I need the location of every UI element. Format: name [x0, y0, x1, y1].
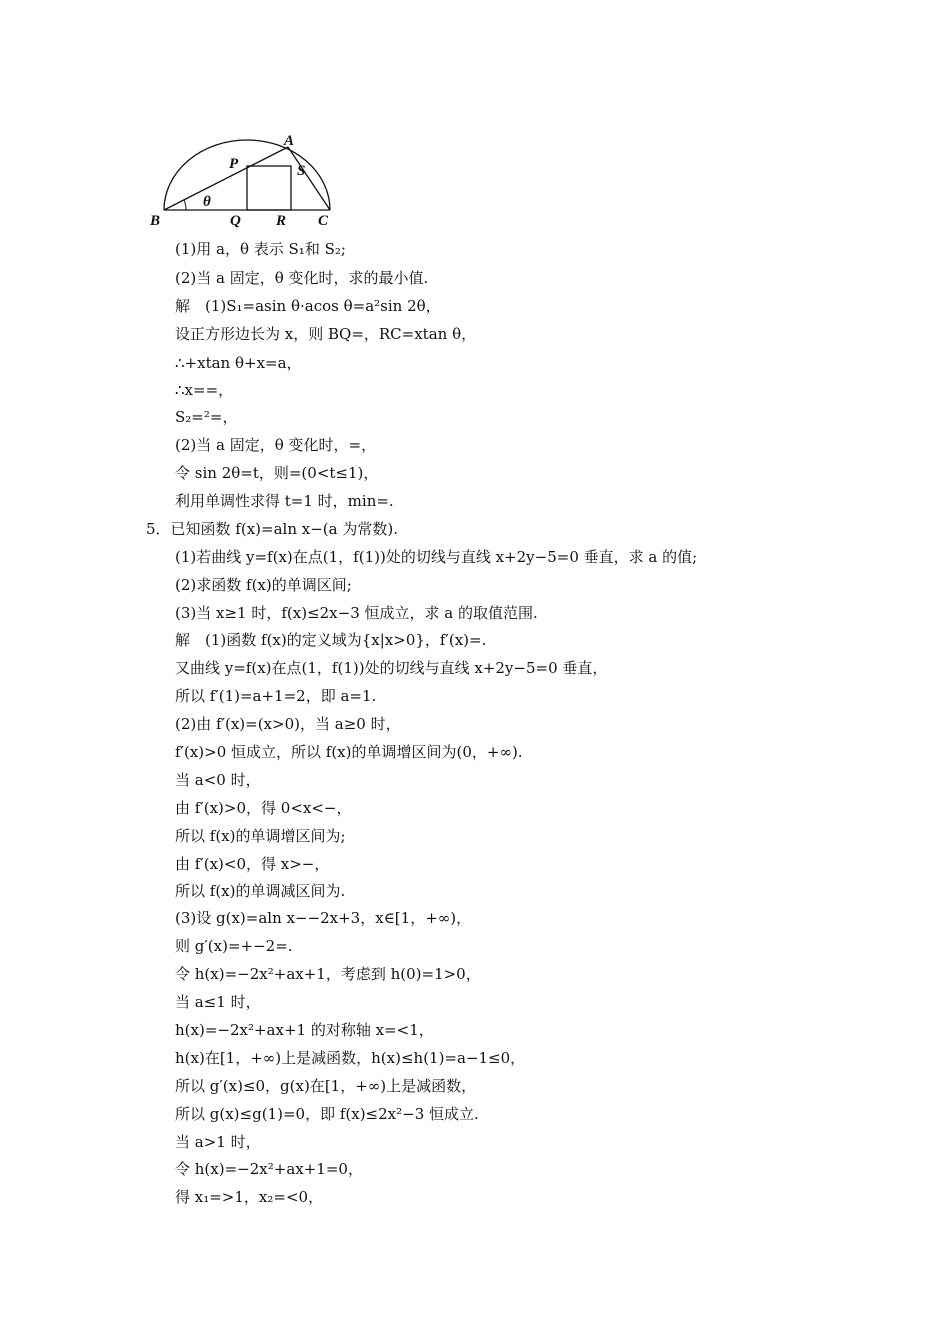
- text-line: 解 (1)函数 f(x)的定义域为{x|x>0}，f′(x)=.: [175, 631, 487, 649]
- text-line: (1)若曲线 y=f(x)在点(1，f(1))处的切线与直线 x+2y−5=0 垂直，求 a 的值;: [175, 548, 698, 566]
- label-s: S: [297, 163, 306, 179]
- text-line: ∴x==，: [175, 381, 234, 399]
- text-line: 得 x₁=>1，x₂=<0，: [175, 1188, 324, 1206]
- text-line: 所以 g(x)≤g(1)=0，即 f(x)≤2x²−3 恒成立.: [175, 1105, 479, 1123]
- label-b: B: [150, 213, 161, 229]
- text-line: 当 a≤1 时，: [175, 993, 261, 1011]
- text-line: (2)求函数 f(x)的单调区间;: [175, 576, 352, 594]
- label-q: Q: [230, 213, 241, 229]
- text-line: (1)用 a，θ 表示 S₁和 S₂;: [175, 240, 346, 258]
- text-line: 又曲线 y=f(x)在点(1，f(1))处的切线与直线 x+2y−5=0 垂直，: [175, 659, 608, 677]
- square-pqrs: [247, 166, 291, 210]
- text-line: h(x)=−2x²+ax+1 的对称轴 x=<1，: [175, 1021, 434, 1039]
- problem-heading: 5．已知函数 f(x)=aln x−(a 为常数).: [146, 520, 398, 538]
- text-line: 令 sin 2θ=t，则=(0<t≤1)，: [175, 464, 379, 482]
- text-line: 当 a<0 时，: [175, 771, 261, 789]
- chord-ba: [164, 147, 288, 210]
- text-line: 令 h(x)=−2x²+ax+1，考虑到 h(0)=1>0，: [175, 965, 481, 983]
- text-line: 由 f′(x)<0，得 x>−，: [175, 855, 330, 873]
- text-line: ∴+xtan θ+x=a，: [175, 354, 302, 372]
- text-line: f′(x)>0 恒成立，所以 f(x)的单调增区间为(0，+∞).: [175, 743, 523, 761]
- semicircle-diagram: [146, 130, 336, 230]
- text-line: 所以 f(x)的单调减区间为.: [175, 882, 346, 900]
- label-a: A: [284, 133, 295, 149]
- text-line: 设正方形边长为 x，则 BQ=，RC=xtan θ，: [175, 325, 477, 343]
- label-c: C: [318, 213, 329, 229]
- text-line: 所以 f(x)的单调增区间为;: [175, 827, 346, 845]
- text-line: (2)当 a 固定，θ 变化时，求的最小值.: [175, 269, 429, 287]
- text-line: (3)当 x≥1 时，f(x)≤2x−3 恒成立，求 a 的取值范围.: [175, 604, 538, 622]
- label-p: P: [229, 156, 239, 172]
- angle-arc: [184, 200, 186, 210]
- text-line: 解 (1)S₁=asin θ·acos θ=a²sin 2θ，: [175, 297, 441, 315]
- label-r: R: [276, 213, 287, 229]
- text-line: (3)设 g(x)=aln x−−2x+3，x∈[1，+∞)，: [175, 909, 472, 927]
- text-line: 所以 f′(1)=a+1=2，即 a=1.: [175, 687, 377, 705]
- text-line: (2)由 f′(x)=(x>0)，当 a≥0 时，: [175, 715, 401, 733]
- text-line: h(x)在[1，+∞)上是减函数，h(x)≤h(1)=a−1≤0，: [175, 1049, 526, 1067]
- text-line: 令 h(x)=−2x²+ax+1=0，: [175, 1160, 363, 1178]
- text-line: (2)当 a 固定，θ 变化时，=，: [175, 436, 377, 454]
- text-line: S₂=²=，: [175, 408, 238, 426]
- geometry-figure: [146, 130, 336, 230]
- text-line: 当 a>1 时，: [175, 1133, 261, 1151]
- text-line: 利用单调性求得 t=1 时，min=.: [175, 492, 394, 510]
- text-line: 则 g′(x)=+−2=.: [175, 937, 293, 955]
- label-theta: θ: [203, 194, 211, 210]
- text-line: 所以 g′(x)≤0，g(x)在[1，+∞)上是减函数，: [175, 1077, 477, 1095]
- chord-ac: [288, 147, 330, 210]
- text-line: 由 f′(x)>0，得 0<x<−，: [175, 799, 352, 817]
